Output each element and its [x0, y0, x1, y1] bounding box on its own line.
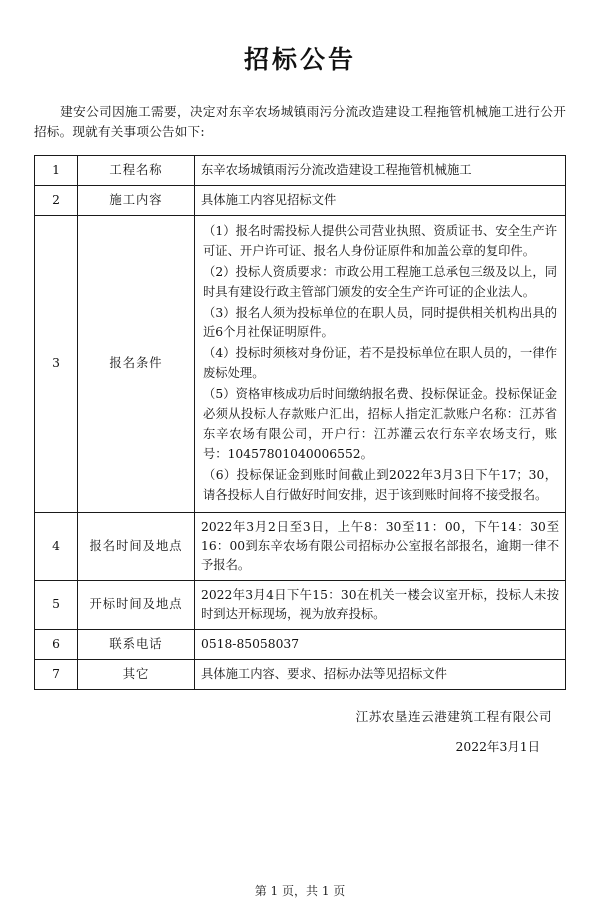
page-footer: 第 1 页，共 1 页: [254, 884, 346, 898]
table-row: [35, 580, 566, 629]
announcement-table: [34, 155, 566, 690]
clause-item: （2）投标人资质要求：市政公用工程施工总承包三级及以上，同时具有建设行政主管部门颁发的安全生产许可证的企业法人。: [203, 264, 557, 299]
row-label: 报名时间及地点: [78, 512, 195, 580]
row-label: 其它: [78, 659, 195, 689]
page-title: 招标公告: [243, 45, 356, 74]
row-number: 6: [35, 629, 78, 659]
row-label: 施工内容: [78, 185, 195, 215]
issue-date: 2022年3月1日: [455, 738, 540, 754]
clause-item: （3）报名人须为投标单位的在职人员，同时提供相关机构出具的近6个月社保证明原件。: [203, 305, 557, 340]
row-value: 2022年3月2日至3日，上午8：30至11：00，下午14：30至16：00到东辛农场有限公司招标办公室报名部报名，逾期一律不予报名。: [195, 512, 566, 580]
clause-item: （6）投标保证金到账时间截止到2022年3月3日下午17；30，请各投标人自行做好时间安排，迟于该到账时间将不接受报名。: [203, 467, 557, 502]
row-value: 东辛农场城镇雨污分流改造建设工程拖管机械施工: [195, 155, 566, 185]
row-number: 1: [35, 155, 78, 185]
row-number: 5: [35, 580, 78, 629]
row-value: 具体施工内容、要求、招标办法等见招标文件: [195, 659, 566, 689]
clause-item: （4）投标时须核对身份证，若不是投标单位在职人员的，一律作废标处理。: [203, 346, 557, 381]
document-page: [0, 40, 600, 923]
row-value: 具体施工内容见招标文件: [195, 185, 566, 215]
intro-text: 建安公司因施工需要，决定对东辛农场城镇雨污分流改造建设工程拖管机械施工进行公开招标。现就有关事项公告如下:: [34, 104, 566, 140]
row-label: 工程名称: [78, 155, 195, 185]
table-row: [35, 659, 566, 689]
table-row: [35, 215, 566, 512]
row-value: [195, 215, 566, 512]
row-value: 2022年3月4日下午15：30在机关一楼会议室开标，投标人未按时到达开标现场，视为放弃投标。: [195, 580, 566, 629]
table-row: [35, 185, 566, 215]
table-row: [35, 629, 566, 659]
row-label: 开标时间及地点: [78, 580, 195, 629]
clause-item: （5）资格审核成功后时间缴纳报名费、投标保证金。投标保证金必须从投标人存款账户汇出，招标人指定汇款账户名称：江苏省东辛农场有限公司，开户行：江苏灌云农行东辛农场支行，账号：10457801040006552。: [203, 387, 557, 461]
row-number: 2: [35, 185, 78, 215]
table-row: [35, 155, 566, 185]
intro-paragraph: [34, 102, 566, 143]
row-number: 3: [35, 215, 78, 512]
row-label: 联系电话: [78, 629, 195, 659]
row-number: 7: [35, 659, 78, 689]
row-number: 4: [35, 512, 78, 580]
row-label: 报名条件: [78, 215, 195, 512]
table-row: [35, 512, 566, 580]
issuer-name: 江苏农垦连云港建筑工程有限公司: [355, 708, 552, 724]
clause-item: （1）报名时需投标人提供公司营业执照、资质证书、安全生产许可证、开户许可证、报名人身份证原件和加盖公章的复印件。: [203, 223, 557, 258]
row-value: 0518-85058037: [195, 629, 566, 659]
